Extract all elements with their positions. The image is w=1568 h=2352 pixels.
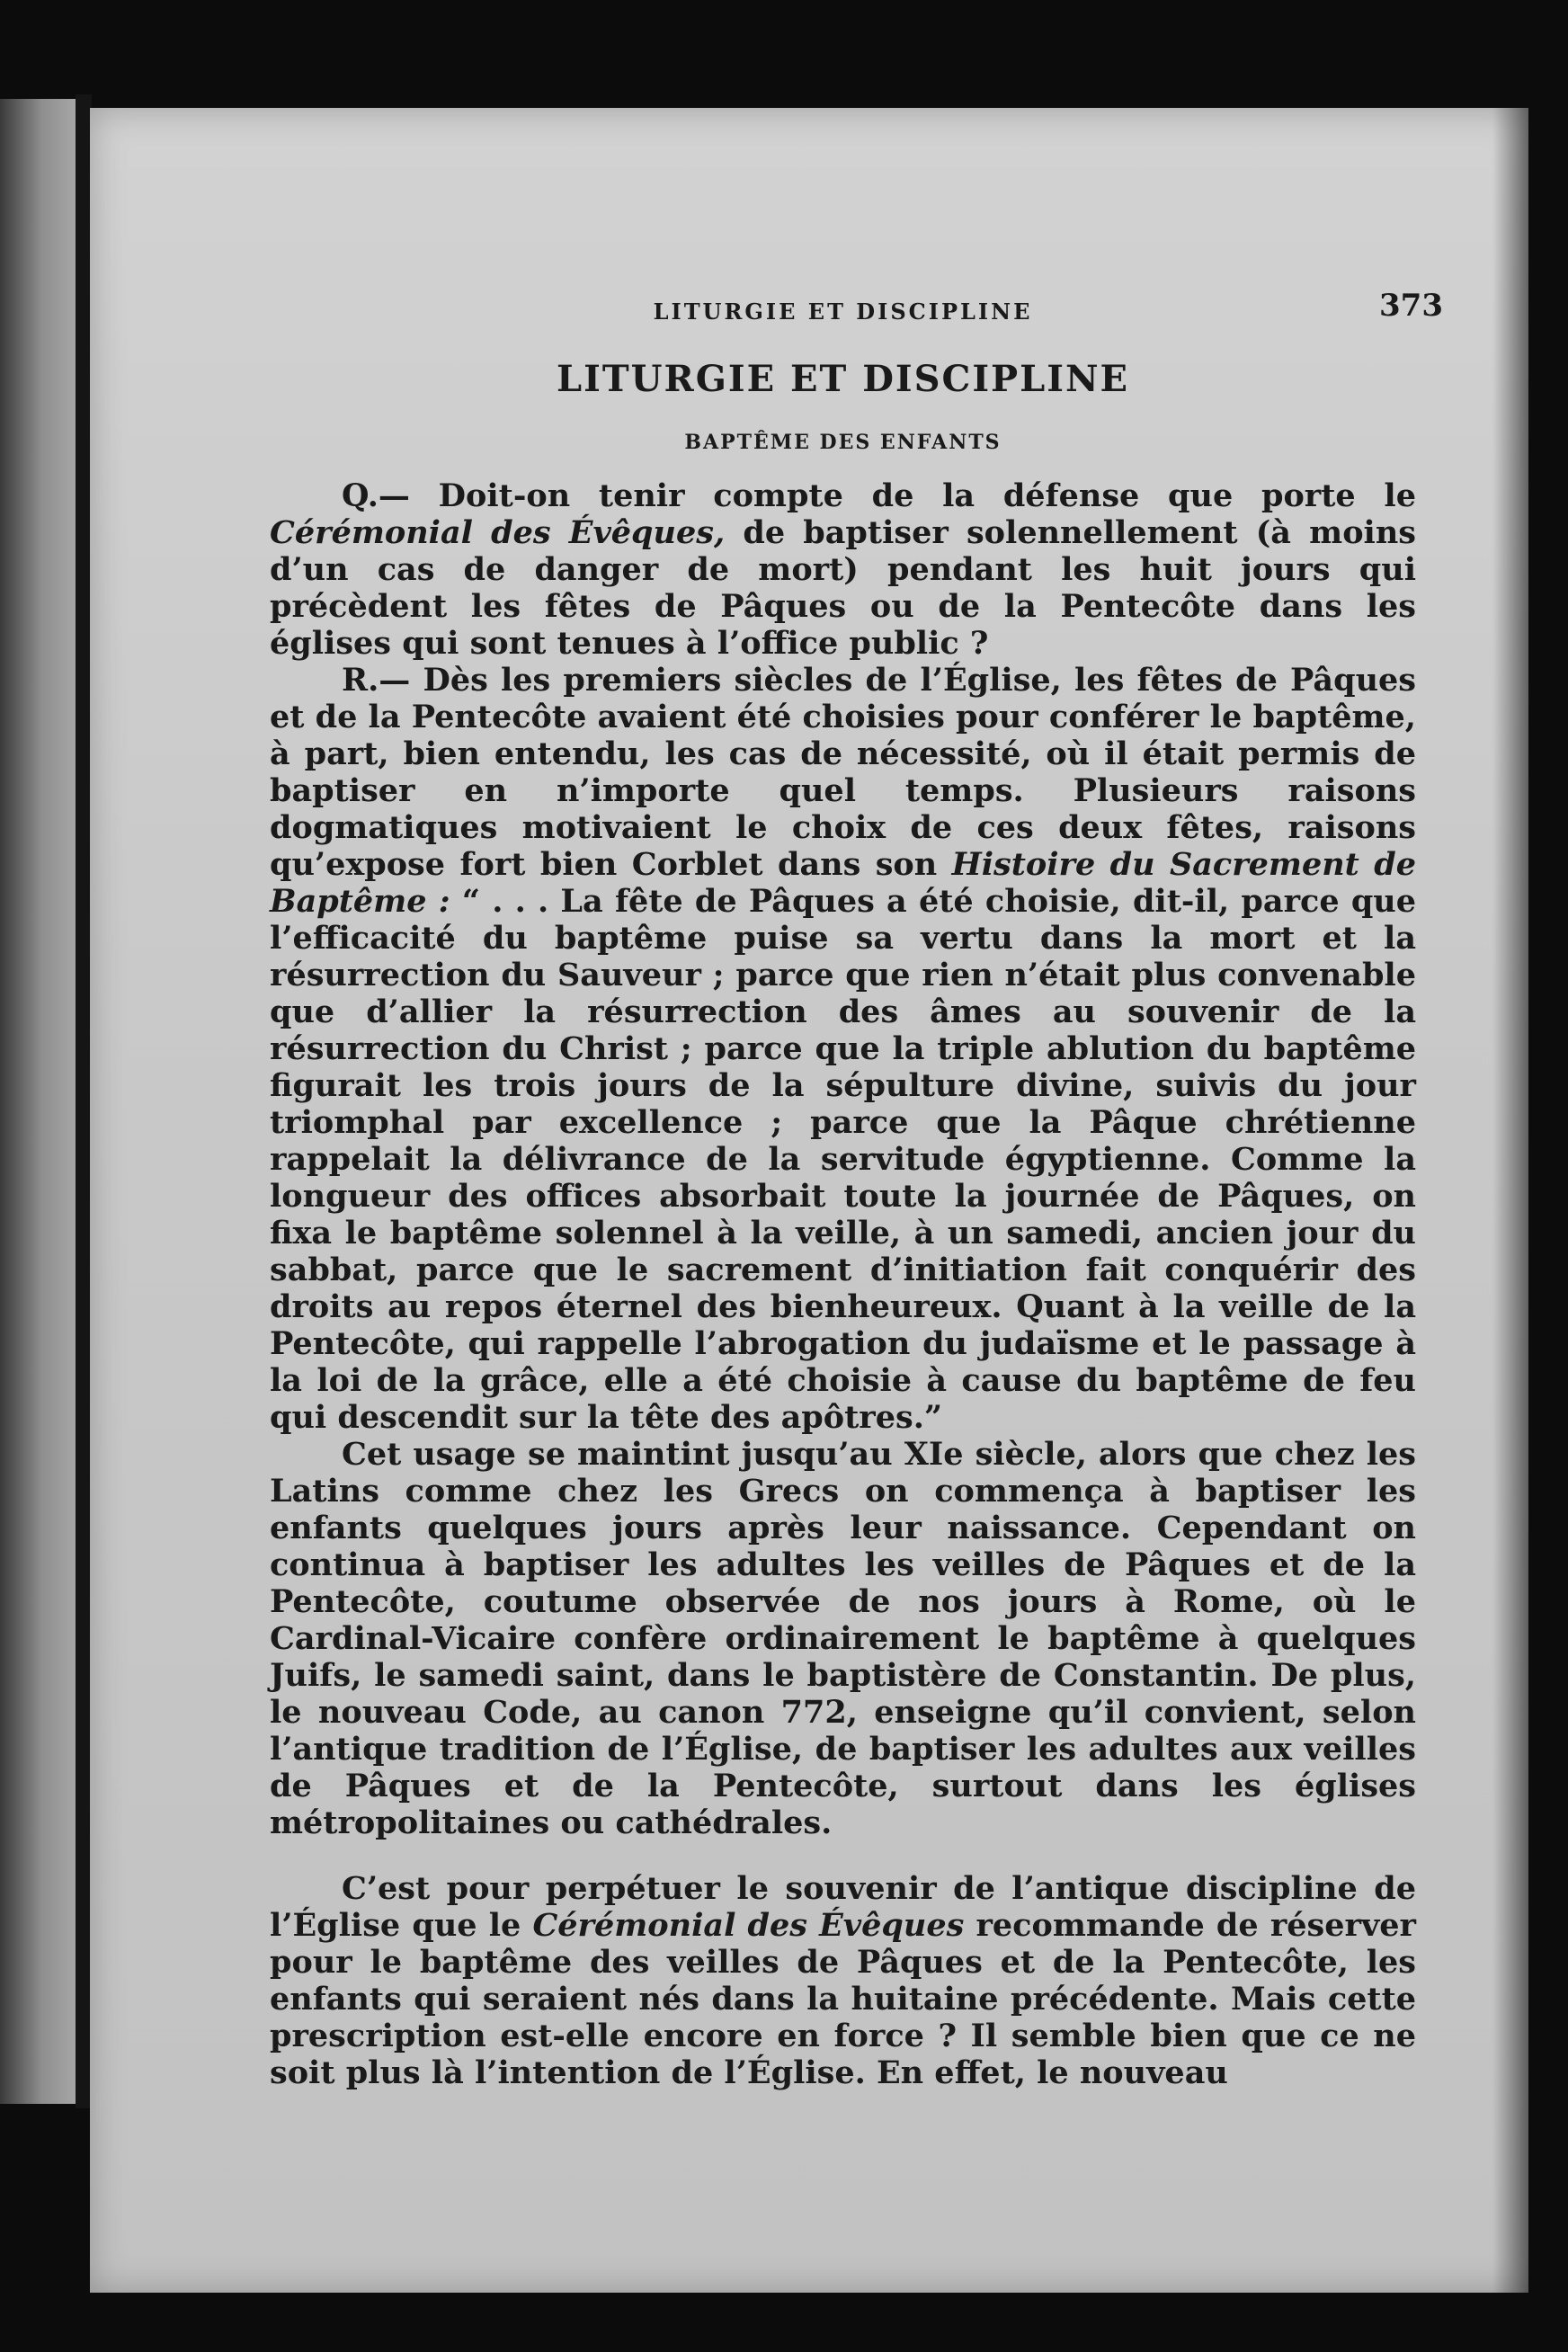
answer-italic-title: Histoire du Sacrement de Baptême : [270, 846, 1416, 920]
article-title: LITURGIE ET DISCIPLINE [557, 358, 1129, 400]
page-shadow [1492, 108, 1528, 2293]
question-label: Q.— [342, 477, 410, 514]
answer-label: R.— [342, 662, 411, 699]
question-italic-title: Cérémonial des Évêques, [270, 514, 726, 551]
answer-text-end: “ . . . La fête de Pâques a été choisie, dit-il, parce que l’efficacité du baptême puise sa vertu dans la mort et la résurrection du Sauveur ; parce que rien n’était plus convenable que d’allier la résurrection des âmes au souvenir de la résurrection du Christ ; parce que la triple ablution du baptême figurait les trois jours de la sépulture divine, suivis du jour triomphal par excellence ; parce que la Pâque chrétienne rappelait la délivrance de la servitude égyptienne. Comme la longueur des offices absorbait toute la journée de Pâques, on fixa le baptême solennel à la veille, à un samedi, ancien jour du sabbat, parce que le sacrement d’initiation fait conquérir des droits au repos éternel des bienheureux. Quant à la veille de la Pentecôte, qui rappelle l’abrogation du judaïsme et le passage à la loi de la grâce, elle a été choisie à cause du baptême de feu qui descendit sur la tête des apôtres.” [270, 883, 1417, 1436]
section-title: BAPTÊME DES ENFANTS [684, 431, 1002, 454]
paragraph-4-italic-title: Cérémonial des Évêques [532, 1907, 965, 1944]
paragraph-4-text-start: C’est pour perpétuer le souvenir de l’antique discipline de l’Église que le [270, 1870, 1416, 1944]
book-page [90, 108, 1528, 2293]
running-title: LITURGIE ET DISCIPLINE [653, 298, 1033, 325]
body-paragraph-4 [270, 1870, 1416, 2091]
answer-text-start: Dès les premiers siècles de l’Église, les fêtes de Pâques et de la Pentecôte avaient été choisies pour conférer le baptême, à part, bien entendu, les cas de nécessité, où il était permis de baptiser en n’importe quel temps. Plusieurs raisons dogmatiques motivaient le choix de ces deux fêtes, raisons qu’expose fort bien Corblet dans son [270, 662, 1416, 883]
answer-paragraph [270, 662, 1416, 1436]
page-text-block [270, 288, 1443, 2091]
previous-page-edge [0, 99, 76, 2104]
body-paragraph-3: Cet usage se maintint jusqu’au XIe siècle, alors que chez les Latins comme chez les Grecs on commença à baptiser les enfants quelques jours après leur naissance. Cependant on continua à baptiser les adultes les veilles de Pâques et de la Pentecôte, coutume observée de nos jours à Rome, où le Cardinal-Vicaire confère ordinairement le baptême à quelques Juifs, le samedi saint, dans le baptistère de Constantin. De plus, le nouveau Code, au canon 772, enseigne qu’il convient, selon l’antique tradition de l’Église, de baptiser les adultes aux veilles de Pâques et de la Pentecôte, surtout dans les églises métropolitaines ou cathédrales. [270, 1436, 1416, 1841]
question-text-end: de baptiser solennellement (à moins d’un cas de danger de mort) pendant les huit jours qui précèdent les fêtes de Pâques ou de la Pentecôte dans les églises qui sont tenues à l’office public ? [270, 514, 1416, 662]
page-number: 373 [1379, 288, 1443, 324]
paragraph-4-text-end: recommande de réserver pour le baptême des veilles de Pâques et de la Pentecôte, les enfants qui seraient nés dans la huitaine précédente. Mais cette prescription est-elle encore en force ? Il semble bien que ce ne soit plus là l’intention de l’Église. En effet, le nouveau [270, 1907, 1416, 2091]
question-text-start: Doit-on tenir compte de la défense que porte le [409, 477, 1416, 514]
question-paragraph [270, 477, 1416, 662]
running-header [270, 288, 1443, 342]
